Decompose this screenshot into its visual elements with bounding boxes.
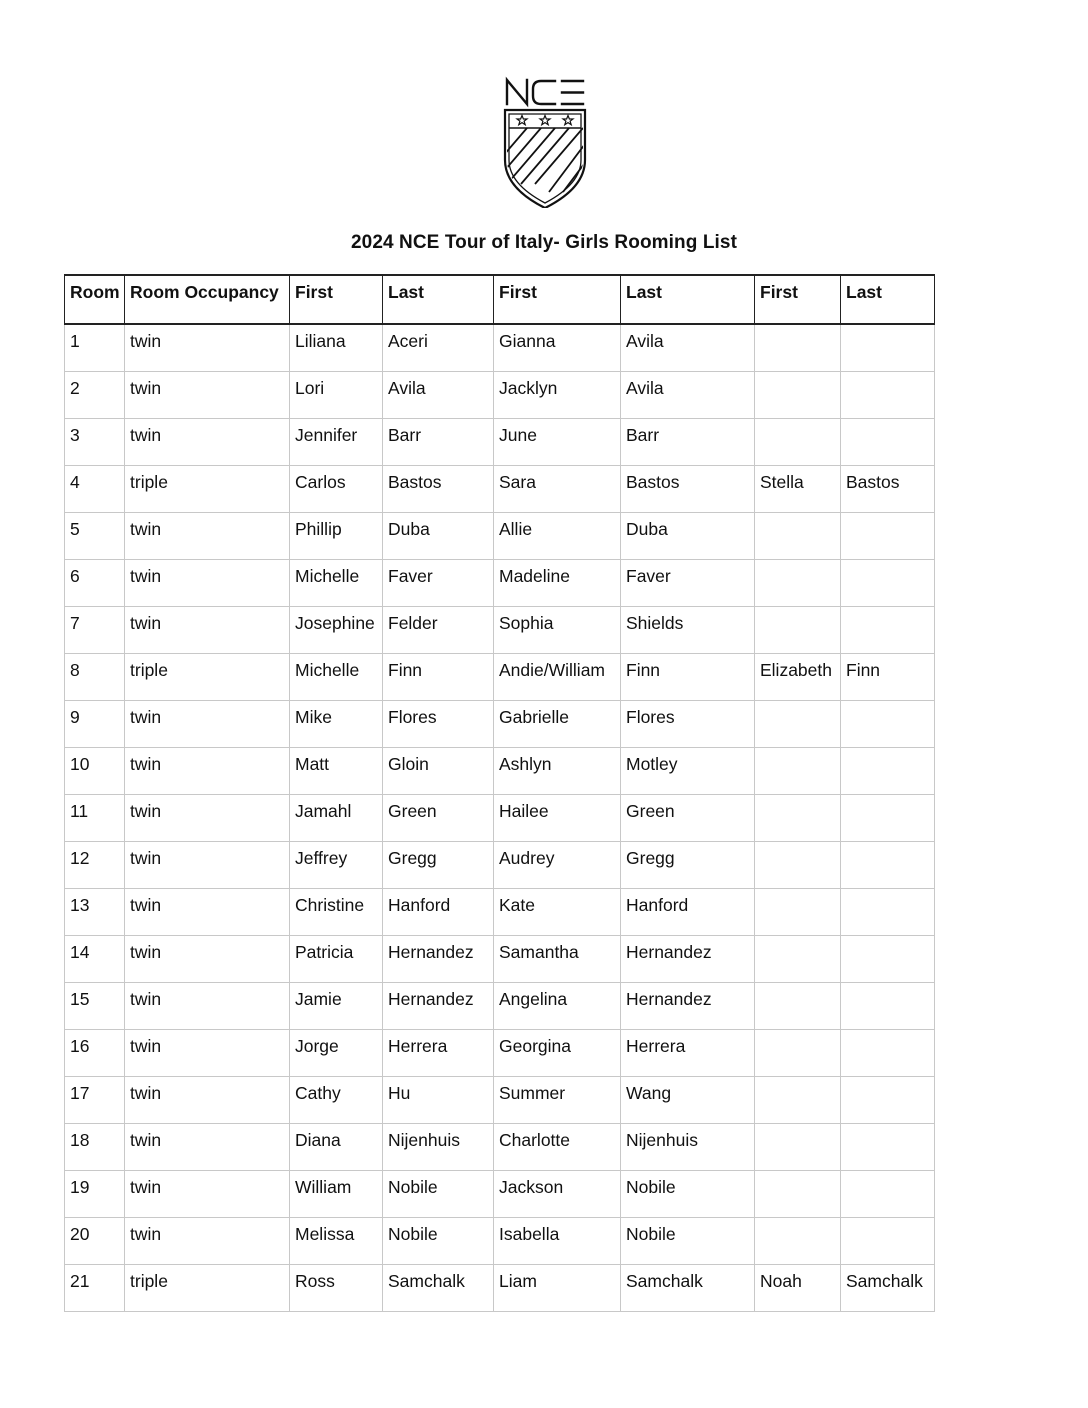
cell-last-name: Herrera (383, 1030, 494, 1077)
cell-first-name (755, 419, 841, 466)
cell-last-name (841, 1077, 935, 1124)
cell-last-name: Flores (383, 701, 494, 748)
cell-first-name: Lori (290, 372, 383, 419)
cell-first-name (755, 1077, 841, 1124)
cell-room-occupancy: twin (125, 560, 290, 607)
cell-last-name: Hu (383, 1077, 494, 1124)
table-row (65, 654, 935, 701)
table-row (65, 372, 935, 419)
cell-first-name (755, 560, 841, 607)
cell-last-name: Nobile (383, 1171, 494, 1218)
cell-room-number: 20 (65, 1218, 125, 1265)
cell-room-occupancy: triple (125, 1265, 290, 1312)
cell-room-occupancy: twin (125, 513, 290, 560)
cell-room-number: 19 (65, 1171, 125, 1218)
cell-last-name (841, 1218, 935, 1265)
table-row (65, 1265, 935, 1312)
cell-first-name: Jennifer (290, 419, 383, 466)
cell-first-name: Melissa (290, 1218, 383, 1265)
table-row (65, 748, 935, 795)
cell-last-name: Gregg (621, 842, 755, 889)
cell-last-name: Nobile (621, 1171, 755, 1218)
cell-last-name: Barr (383, 419, 494, 466)
cell-last-name: Wang (621, 1077, 755, 1124)
cell-room-number: 3 (65, 419, 125, 466)
table-row (65, 560, 935, 607)
cell-last-name (841, 324, 935, 372)
cell-first-name (755, 607, 841, 654)
cell-first-name: Jamahl (290, 795, 383, 842)
cell-room-number: 6 (65, 560, 125, 607)
cell-first-name: Carlos (290, 466, 383, 513)
cell-room-number: 14 (65, 936, 125, 983)
cell-last-name: Gregg (383, 842, 494, 889)
cell-last-name: Nobile (621, 1218, 755, 1265)
cell-last-name: Avila (383, 372, 494, 419)
cell-first-name: William (290, 1171, 383, 1218)
cell-last-name (841, 419, 935, 466)
cell-room-occupancy: twin (125, 1030, 290, 1077)
cell-last-name (841, 607, 935, 654)
cell-first-name: Sara (494, 466, 621, 513)
cell-last-name: Hanford (383, 889, 494, 936)
nce-logo (499, 74, 591, 208)
cell-last-name: Hanford (621, 889, 755, 936)
cell-room-occupancy: twin (125, 1077, 290, 1124)
cell-first-name (755, 1030, 841, 1077)
cell-last-name (841, 1171, 935, 1218)
cell-last-name: Aceri (383, 324, 494, 372)
cell-first-name: Gabrielle (494, 701, 621, 748)
cell-first-name: Sophia (494, 607, 621, 654)
column-header-first: First (290, 275, 383, 324)
cell-first-name (755, 372, 841, 419)
cell-last-name: Samchalk (621, 1265, 755, 1312)
cell-first-name (755, 701, 841, 748)
cell-room-occupancy: twin (125, 1218, 290, 1265)
rooming-table (64, 274, 935, 1312)
cell-first-name: Hailee (494, 795, 621, 842)
cell-first-name (755, 936, 841, 983)
cell-first-name: Josephine (290, 607, 383, 654)
cell-last-name: Duba (383, 513, 494, 560)
cell-last-name (841, 701, 935, 748)
cell-last-name (841, 795, 935, 842)
cell-first-name: Noah (755, 1265, 841, 1312)
cell-room-number: 5 (65, 513, 125, 560)
cell-room-number: 8 (65, 654, 125, 701)
cell-room-number: 13 (65, 889, 125, 936)
cell-last-name: Finn (841, 654, 935, 701)
cell-last-name: Green (621, 795, 755, 842)
cell-last-name: Nobile (383, 1218, 494, 1265)
cell-first-name: Liam (494, 1265, 621, 1312)
cell-first-name (755, 1171, 841, 1218)
column-header-occupancy: Room Occupancy (125, 275, 290, 324)
table-row (65, 513, 935, 560)
cell-first-name (755, 324, 841, 372)
cell-first-name: Jorge (290, 1030, 383, 1077)
cell-room-number: 18 (65, 1124, 125, 1171)
cell-first-name: Matt (290, 748, 383, 795)
cell-first-name: Gianna (494, 324, 621, 372)
cell-first-name (755, 889, 841, 936)
cell-first-name: Georgina (494, 1030, 621, 1077)
cell-last-name: Hernandez (383, 936, 494, 983)
cell-first-name: Cathy (290, 1077, 383, 1124)
cell-room-occupancy: twin (125, 936, 290, 983)
cell-first-name: Michelle (290, 560, 383, 607)
cell-room-number: 4 (65, 466, 125, 513)
cell-first-name: June (494, 419, 621, 466)
cell-last-name (841, 560, 935, 607)
cell-last-name: Finn (621, 654, 755, 701)
table-row (65, 1030, 935, 1077)
cell-room-number: 10 (65, 748, 125, 795)
cell-first-name: Jamie (290, 983, 383, 1030)
cell-room-occupancy: twin (125, 701, 290, 748)
column-header-last: Last (383, 275, 494, 324)
cell-last-name: Barr (621, 419, 755, 466)
cell-first-name (755, 1218, 841, 1265)
cell-room-number: 11 (65, 795, 125, 842)
cell-room-number: 21 (65, 1265, 125, 1312)
cell-room-number: 2 (65, 372, 125, 419)
cell-first-name: Audrey (494, 842, 621, 889)
cell-first-name: Phillip (290, 513, 383, 560)
cell-first-name: Jacklyn (494, 372, 621, 419)
table-row (65, 466, 935, 513)
cell-first-name: Madeline (494, 560, 621, 607)
cell-first-name: Michelle (290, 654, 383, 701)
cell-last-name: Nijenhuis (621, 1124, 755, 1171)
cell-room-occupancy: twin (125, 372, 290, 419)
cell-last-name: Duba (621, 513, 755, 560)
cell-first-name: Stella (755, 466, 841, 513)
cell-last-name (841, 1124, 935, 1171)
cell-first-name: Samantha (494, 936, 621, 983)
cell-first-name: Kate (494, 889, 621, 936)
cell-room-number: 12 (65, 842, 125, 889)
cell-first-name: Charlotte (494, 1124, 621, 1171)
cell-first-name: Isabella (494, 1218, 621, 1265)
cell-room-occupancy: twin (125, 1124, 290, 1171)
cell-last-name: Finn (383, 654, 494, 701)
cell-last-name (841, 936, 935, 983)
cell-last-name: Bastos (621, 466, 755, 513)
cell-room-occupancy: twin (125, 795, 290, 842)
cell-room-occupancy: twin (125, 607, 290, 654)
cell-room-number: 16 (65, 1030, 125, 1077)
column-header-room: Room (65, 275, 125, 324)
cell-last-name: Gloin (383, 748, 494, 795)
table-row (65, 1218, 935, 1265)
table-header-row (65, 275, 935, 324)
cell-room-number: 1 (65, 324, 125, 372)
cell-last-name: Hernandez (621, 936, 755, 983)
cell-first-name (755, 983, 841, 1030)
cell-room-occupancy: twin (125, 419, 290, 466)
cell-first-name: Diana (290, 1124, 383, 1171)
column-header-last: Last (621, 275, 755, 324)
cell-last-name: Nijenhuis (383, 1124, 494, 1171)
cell-first-name: Ross (290, 1265, 383, 1312)
cell-last-name: Hernandez (621, 983, 755, 1030)
cell-first-name: Allie (494, 513, 621, 560)
cell-last-name (841, 983, 935, 1030)
cell-last-name: Green (383, 795, 494, 842)
cell-room-occupancy: twin (125, 842, 290, 889)
table-row (65, 936, 935, 983)
cell-first-name: Christine (290, 889, 383, 936)
cell-last-name: Hernandez (383, 983, 494, 1030)
cell-last-name: Bastos (841, 466, 935, 513)
table-row (65, 607, 935, 654)
cell-last-name: Felder (383, 607, 494, 654)
cell-last-name: Faver (621, 560, 755, 607)
cell-first-name: Summer (494, 1077, 621, 1124)
cell-last-name: Shields (621, 607, 755, 654)
table-row (65, 324, 935, 372)
cell-room-number: 9 (65, 701, 125, 748)
cell-room-occupancy: twin (125, 1171, 290, 1218)
cell-first-name: Jackson (494, 1171, 621, 1218)
cell-last-name (841, 513, 935, 560)
cell-first-name: Angelina (494, 983, 621, 1030)
cell-room-occupancy: triple (125, 466, 290, 513)
cell-room-number: 17 (65, 1077, 125, 1124)
cell-first-name: Elizabeth (755, 654, 841, 701)
cell-last-name: Avila (621, 372, 755, 419)
cell-first-name (755, 513, 841, 560)
cell-first-name (755, 842, 841, 889)
cell-room-occupancy: twin (125, 748, 290, 795)
column-header-last: Last (841, 275, 935, 324)
cell-room-number: 7 (65, 607, 125, 654)
cell-last-name (841, 748, 935, 795)
table-row (65, 983, 935, 1030)
cell-last-name: Samchalk (383, 1265, 494, 1312)
cell-last-name: Faver (383, 560, 494, 607)
table-row (65, 889, 935, 936)
cell-first-name (755, 1124, 841, 1171)
cell-room-occupancy: twin (125, 983, 290, 1030)
cell-room-occupancy: twin (125, 324, 290, 372)
table-row (65, 1171, 935, 1218)
cell-first-name: Ashlyn (494, 748, 621, 795)
table-body (65, 324, 935, 1312)
table-row (65, 795, 935, 842)
cell-last-name: Flores (621, 701, 755, 748)
shield-stars-logo-icon (499, 74, 591, 208)
column-header-first: First (755, 275, 841, 324)
cell-room-number: 15 (65, 983, 125, 1030)
table-row (65, 1077, 935, 1124)
cell-last-name: Motley (621, 748, 755, 795)
table-row (65, 701, 935, 748)
cell-last-name (841, 1030, 935, 1077)
cell-first-name: Jeffrey (290, 842, 383, 889)
table-row (65, 842, 935, 889)
cell-last-name: Samchalk (841, 1265, 935, 1312)
page-title: 2024 NCE Tour of Italy- Girls Rooming List (350, 232, 737, 253)
cell-last-name: Herrera (621, 1030, 755, 1077)
cell-first-name (755, 748, 841, 795)
cell-first-name: Liliana (290, 324, 383, 372)
cell-last-name: Bastos (383, 466, 494, 513)
cell-first-name: Andie/William (494, 654, 621, 701)
cell-room-occupancy: triple (125, 654, 290, 701)
cell-last-name (841, 372, 935, 419)
cell-last-name (841, 889, 935, 936)
cell-room-occupancy: twin (125, 889, 290, 936)
cell-last-name: Avila (621, 324, 755, 372)
table-row (65, 1124, 935, 1171)
cell-first-name: Mike (290, 701, 383, 748)
cell-first-name (755, 795, 841, 842)
table-row (65, 419, 935, 466)
cell-last-name (841, 842, 935, 889)
column-header-first: First (494, 275, 621, 324)
cell-first-name: Patricia (290, 936, 383, 983)
